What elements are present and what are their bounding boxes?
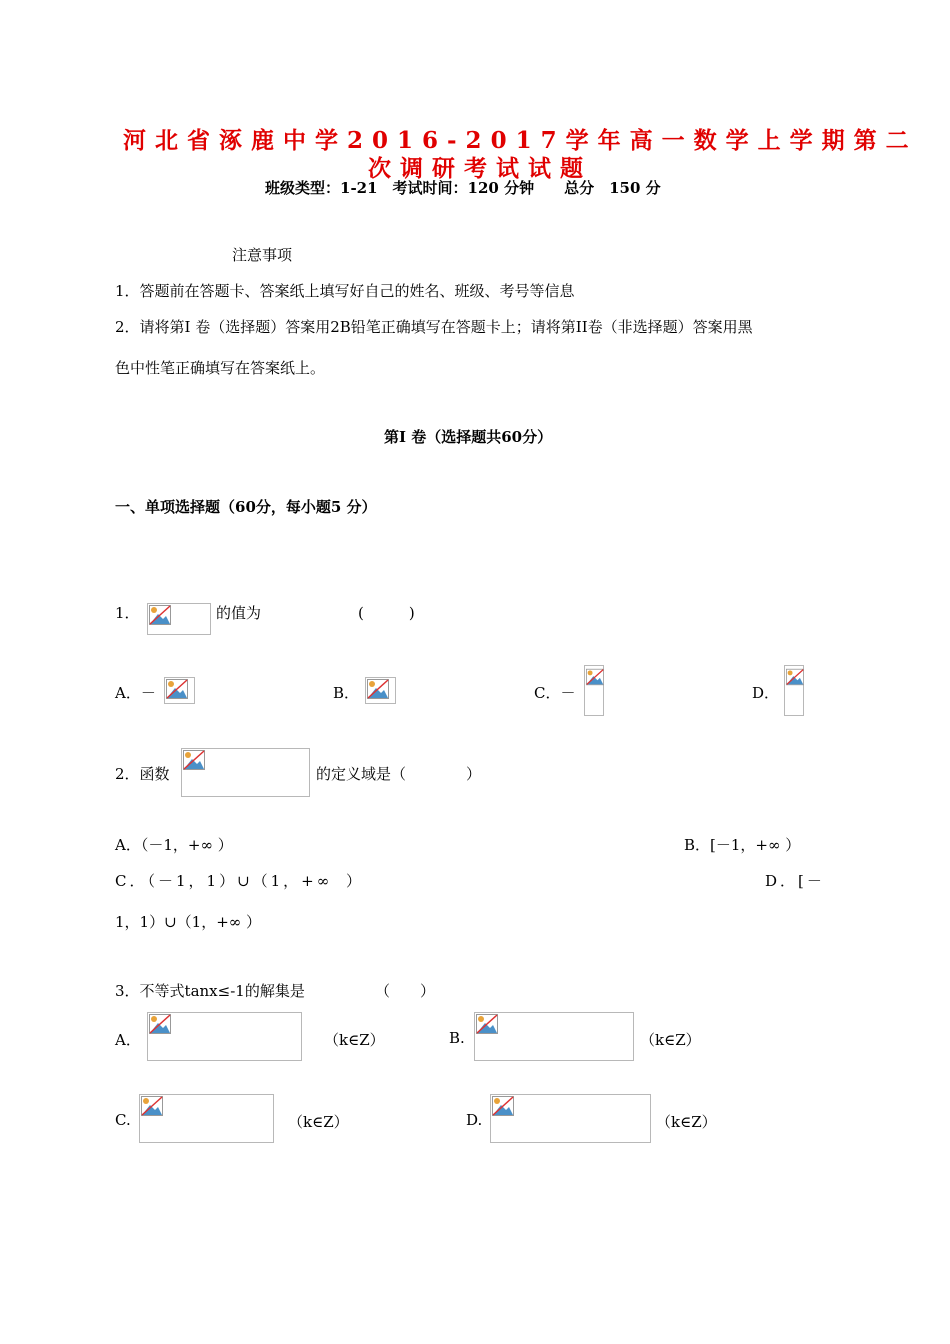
notice-item-2-line-1: 2．请将第I 卷（选择题）答案用2B铅笔正确填写在答题卡上；请将第II卷（非选择题）答案用黑 (115, 318, 753, 336)
q3-option-c-image-icon (139, 1094, 274, 1143)
q2-option-a: A．（－1，+∞ ） (115, 836, 233, 854)
q2-text: 的定义域是（ ） (316, 765, 482, 783)
q3-option-c-label: C. (115, 1111, 131, 1129)
q1-formula-image-icon (147, 603, 211, 635)
q3-option-a-label: A． (115, 1031, 141, 1049)
part-title: 一、单项选择题（60分，每小题5 分） (115, 498, 377, 516)
q3-number-text: 3．不等式tanx≤-1的解集是 (115, 982, 305, 1000)
q3-option-d-image-icon (490, 1094, 651, 1143)
q2-option-d-line-1: D．[－ (765, 872, 825, 890)
q3-option-c-condition: （k∈Z） (288, 1113, 349, 1131)
q3-option-d-condition: （k∈Z） (656, 1113, 717, 1131)
notice-item-1: 1．答题前在答题卡、答案纸上填写好自己的姓名、班级、考号等信息 (115, 282, 575, 300)
q1-text: 的值为 (216, 604, 262, 622)
q1-option-d-label: D． (752, 684, 780, 702)
title-line-1: 河北省涿鹿中学2016-2017学年高一数学上学期第二 (123, 127, 918, 154)
q2-option-c: C．（－1，1）∪（1，+∞ ） (115, 872, 365, 890)
title-line-2: 次调研考试试题 (368, 155, 592, 182)
q2-option-d-line-2: 1，1）∪（1，+∞ ） (115, 913, 262, 931)
q1-option-b-image-icon (365, 677, 396, 704)
q3-option-b-image-icon (474, 1012, 634, 1061)
q2-option-b: B．[－1，+∞ ） (684, 836, 801, 854)
q2-function-image-icon (181, 748, 310, 797)
q1-option-a-label: A．－ (115, 684, 156, 702)
q3-option-a-image-icon (147, 1012, 302, 1061)
q1-number: 1． (115, 604, 140, 622)
q1-option-c-image-icon (584, 665, 604, 716)
q3-option-d-label: D. (466, 1111, 483, 1129)
q2-number: 2．函数 (115, 765, 170, 783)
notice-heading: 注意事项 (232, 246, 293, 264)
volume-title: 第I 卷（选择题共60分） (384, 428, 553, 446)
q3-option-b-condition: （k∈Z） (640, 1031, 701, 1049)
q1-option-d-image-icon (784, 665, 804, 716)
q3-answer-paren: （ ） (375, 982, 436, 1000)
q1-option-a-image-icon (164, 677, 195, 704)
q1-answer-paren: ( ) (358, 604, 415, 622)
q3-option-a-condition: （k∈Z） (324, 1031, 385, 1049)
q1-option-b-label: B． (333, 684, 360, 702)
q1-option-c-label: C．－ (534, 684, 576, 702)
exam-info: 班级类型：1-21 考试时间：120 分钟 总分 150 分 (265, 179, 661, 197)
notice-item-2-line-2: 色中性笔正确填写在答案纸上。 (115, 359, 326, 377)
q3-option-b-label: B. (449, 1029, 465, 1047)
